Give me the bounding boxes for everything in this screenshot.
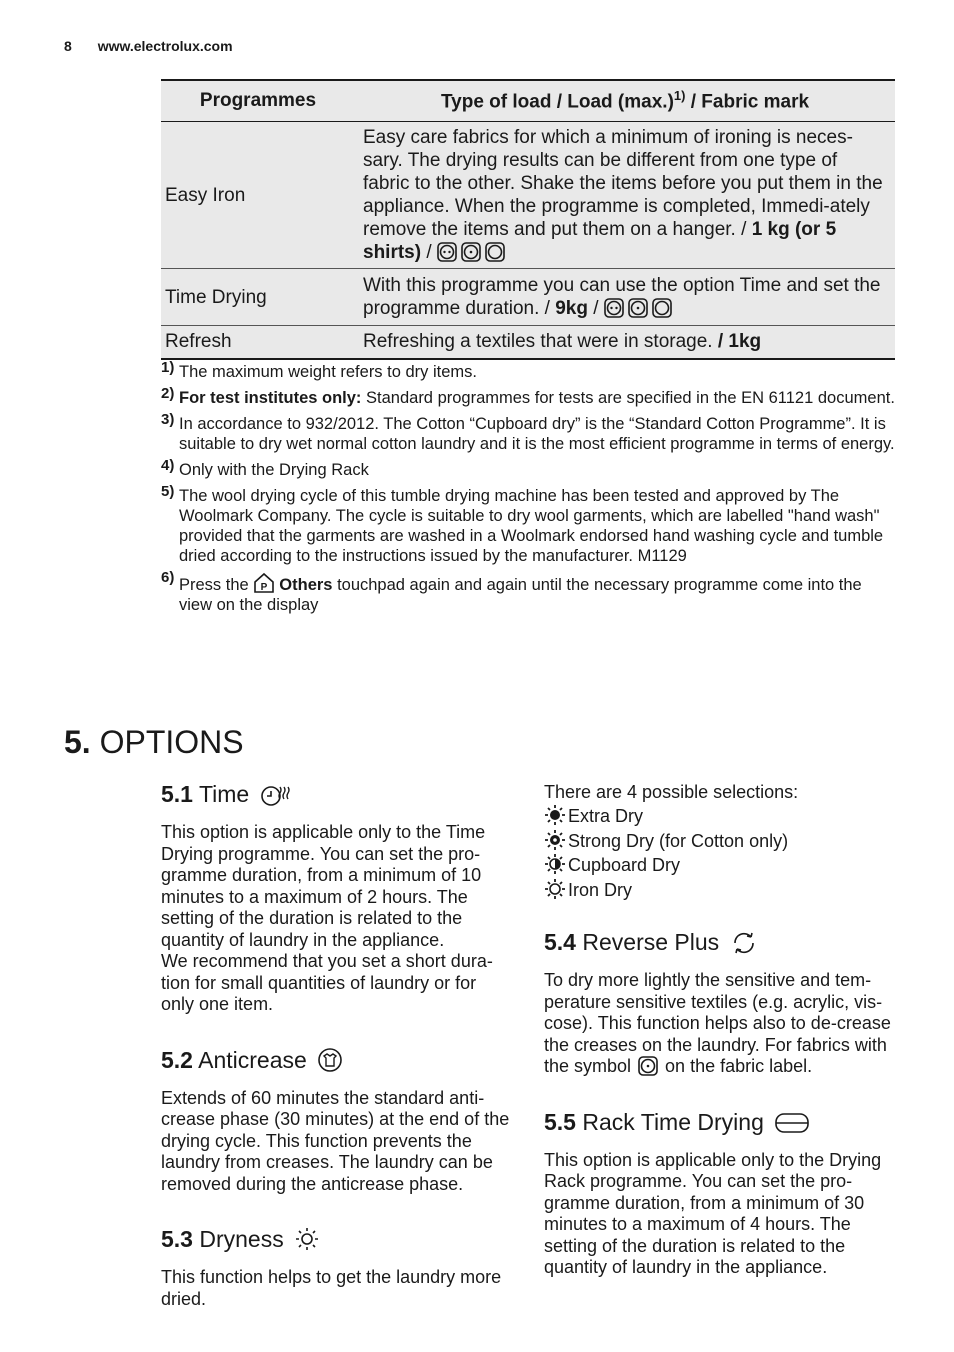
footnotes	[161, 359, 895, 621]
programme-desc: With this programme you can use the option Time and set the programme duration. / 9kg /	[355, 269, 895, 326]
fabric-tumble-icon	[652, 298, 672, 318]
footnote: 4) Only with the Drying Rack	[161, 457, 369, 479]
option-dryness-title: 5.3 Dryness	[161, 1225, 513, 1253]
fabric-tumble-icon	[485, 242, 505, 262]
footnote: 3) In accordance to 932/2012. The Cotton “Cupboard dry” is the “Standard Cotton Programme”. It is suitable to dry wet normal cotton laundry and it is the most efficient programme in terms of energy.	[161, 411, 895, 453]
table-row	[161, 326, 895, 359]
programmes-table	[161, 79, 895, 360]
selections-intro: There are 4 possible selections:	[544, 782, 799, 802]
page-number: 8	[64, 38, 72, 54]
extra-dry-icon	[544, 804, 566, 826]
footnote: 5) The wool drying cycle of this tumble drying machine has been tested and approved by The Woolmark Company. The cycle is suitable to dry wool garments, which are labelled "hand wash" provided that the garments are washed in a Woolmark endorsed hand washing cycle and tumble dried according to the instructions issued by the manufacturer. M1129	[161, 483, 884, 565]
option-anticrease-text: Extends of 60 minutes the standard anti-crease phase (30 minutes) at the end of the drying cycle. This function prevents the laundry from creases. The laundry can be removed during the anticrease phase.	[161, 1087, 510, 1194]
time-icon	[260, 783, 290, 807]
section-heading: 5. OPTIONS	[64, 724, 244, 760]
option-rack-title: 5.5 Rack Time Drying	[544, 1108, 896, 1136]
footnote: 2) For test institutes only: Standard programmes for tests are specified in the EN 61121 document.	[161, 385, 895, 407]
footnote: 6) Press the P Others touchpad again and again until the necessary programme come into the view on the display	[161, 569, 862, 614]
cupboard-dry-icon	[544, 853, 566, 875]
col-load: Type of load / Load $(\max.)^{1)}$ / Fabric mark	[355, 80, 895, 122]
footnote: 1) The maximum weight refers to dry items.	[161, 359, 477, 381]
options-right-column	[544, 780, 896, 1309]
option-reverse-text: To dry more lightly the sensitive and tem-perature sensitive textiles (e.g. acrylic, vis-cose). This function helps also to de-crease the creases on the laundry. For fabrics with the symbol on the fabric label.	[544, 970, 891, 1076]
reverse-plus-icon	[730, 931, 758, 955]
options-left-column	[161, 780, 513, 1340]
fabric-dot-one-icon	[461, 242, 481, 262]
fabric-dots-two-icon	[604, 298, 624, 318]
strong-dry-icon	[544, 829, 566, 851]
selection-item: Extra Dry	[544, 804, 896, 829]
programme-name: Easy Iron	[161, 122, 355, 269]
anticrease-icon	[317, 1047, 343, 1073]
option-anticrease-title: 5.2 Anticrease	[161, 1046, 513, 1074]
option-time-title: 5.1 Time	[161, 780, 513, 808]
option-reverse-title: 5.4 Reverse Plus	[544, 928, 896, 956]
svg-text:P: P	[260, 582, 268, 593]
option-dryness-text: This function helps to get the laundry more dried.	[161, 1267, 502, 1309]
fabric-dot-one-icon	[638, 1056, 658, 1076]
fabric-dots-two-icon	[437, 242, 457, 262]
table-row	[161, 122, 895, 269]
site-url: www.electrolux.com	[97, 38, 233, 54]
table-row	[161, 269, 895, 326]
programme-name: Time Drying	[161, 269, 355, 326]
iron-dry-icon	[544, 878, 566, 900]
option-rack-text: This option is applicable only to the Drying Rack programme. You can set the pro-gramme duration, from a minimum of 30 minutes to a maximum of 4 hours. The setting of the duration is related to the quantity of laundry in the appliance.	[544, 1149, 882, 1277]
table-header-row	[161, 80, 895, 122]
programme-desc: Refreshing a textiles that were in storage. / 1kg	[355, 326, 895, 359]
dryness-sun-icon	[294, 1226, 320, 1252]
fabric-dot-one-icon	[628, 298, 648, 318]
programme-desc: Easy care fabrics for which a minimum of ironing is neces-sary. The drying results can be different from one type of fabric to the other. Shake the items before you put them in the appliance. When the programme is completed, Immedi-ately remove the items and put them on a hanger. / 1 kg (or 5 shirts) /	[355, 122, 895, 269]
selection-item: Iron Dry	[544, 878, 896, 903]
programme-name: Refresh	[161, 326, 355, 359]
page-header	[64, 38, 233, 54]
option-time-text: This option is applicable only to the Time Drying programme. You can set the pro-gramme duration, from a minimum of 10 minutes to a maximum of 2 hours. The setting of the duration is related to the quantity of laundry in the appliance. We recommend that you set a short dura-tion for small quantities of laundry or for only one item.	[161, 822, 493, 1014]
rack-icon	[774, 1111, 810, 1135]
selection-item: Strong Dry (for Cotton only)	[544, 829, 896, 854]
programme-p-icon	[253, 572, 275, 594]
selection-item: Cupboard Dry	[544, 853, 896, 878]
col-programmes: Programmes	[161, 80, 355, 122]
